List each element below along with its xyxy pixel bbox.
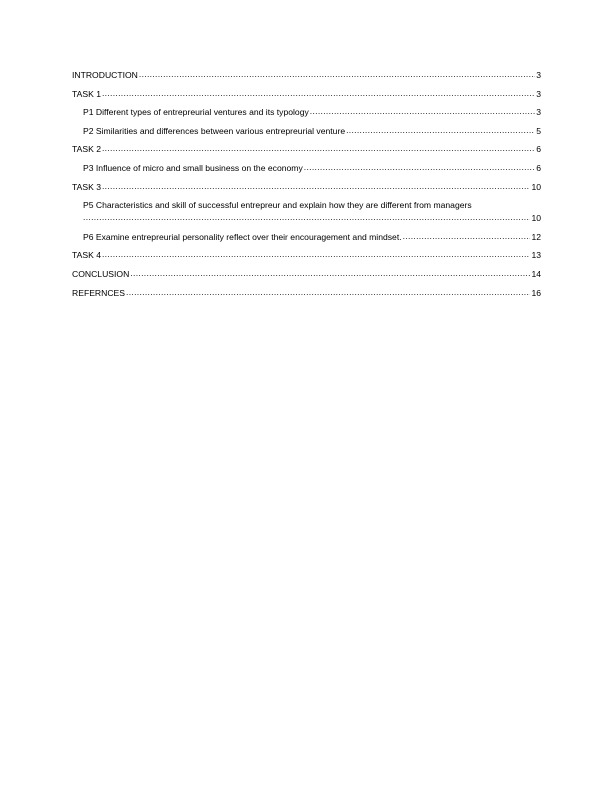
dot-leader [139, 69, 535, 80]
dot-leader [403, 231, 531, 242]
toc-entry-title: TASK 2 [72, 144, 101, 155]
toc-entry-introduction[interactable] [72, 70, 541, 81]
dot-leader [102, 181, 530, 192]
toc-page-number: 6 [536, 144, 541, 155]
dot-leader [102, 249, 530, 260]
toc-page-number: 12 [531, 231, 541, 242]
toc-page-number: 3 [536, 88, 541, 99]
toc-page-number: 14 [531, 268, 541, 279]
toc-page-number: 16 [531, 287, 541, 298]
dot-leader [310, 106, 535, 117]
toc-entry-p2[interactable] [72, 126, 541, 137]
toc-entry-task-2[interactable] [72, 144, 541, 155]
toc-page-number: 3 [536, 70, 541, 80]
toc-entry-title: P2 Similarities and differences between various entrepreurial venture [83, 125, 346, 136]
toc-entry-title: P1 Different types of entrepreurial ventures and its typology [83, 107, 309, 118]
toc-entry-title: TASK 3 [72, 181, 101, 192]
toc-entry-p3[interactable] [72, 163, 541, 174]
toc-entry-references[interactable] [72, 288, 541, 299]
toc-entry-task-3[interactable] [72, 182, 541, 193]
toc-entry-title: INTRODUCTION [72, 70, 138, 80]
toc-entry-task-4[interactable] [72, 250, 541, 261]
toc-page-number: 10 [531, 213, 541, 224]
toc-page-number: 10 [531, 181, 541, 192]
dot-leader [102, 88, 535, 99]
toc-page-number: 5 [536, 125, 541, 136]
dot-leader [304, 162, 535, 173]
toc-entry-p1[interactable] [72, 107, 541, 118]
toc-entry-p5[interactable] [72, 200, 541, 224]
toc-page-number: 13 [531, 250, 541, 261]
toc-entry-title: CONCLUSION [72, 268, 130, 279]
toc-entry-title: TASK 1 [72, 88, 101, 99]
toc-entry-title: P6 Examine entrepreurial personality reflect over their encouragement and mindset. [83, 231, 402, 242]
toc-page-number: 6 [536, 162, 541, 173]
toc-page-number: 3 [536, 107, 541, 118]
dot-leader [126, 287, 530, 298]
table-of-contents [72, 70, 541, 306]
dot-leader [83, 212, 530, 223]
toc-entry-conclusion[interactable] [72, 269, 541, 280]
toc-entry-p6[interactable] [72, 232, 541, 243]
dot-leader [346, 125, 535, 136]
dot-leader [130, 268, 530, 279]
dot-leader [102, 143, 535, 154]
toc-entry-title: P5 Characteristics and skill of successful entrepreur and explain how they are different from managers [83, 200, 472, 211]
toc-entry-task-1[interactable] [72, 89, 541, 100]
toc-entry-title: TASK 4 [72, 250, 101, 261]
toc-entry-title: P3 Influence of micro and small business on the economy [83, 162, 303, 173]
toc-entry-title: REFERNCES [72, 287, 126, 298]
